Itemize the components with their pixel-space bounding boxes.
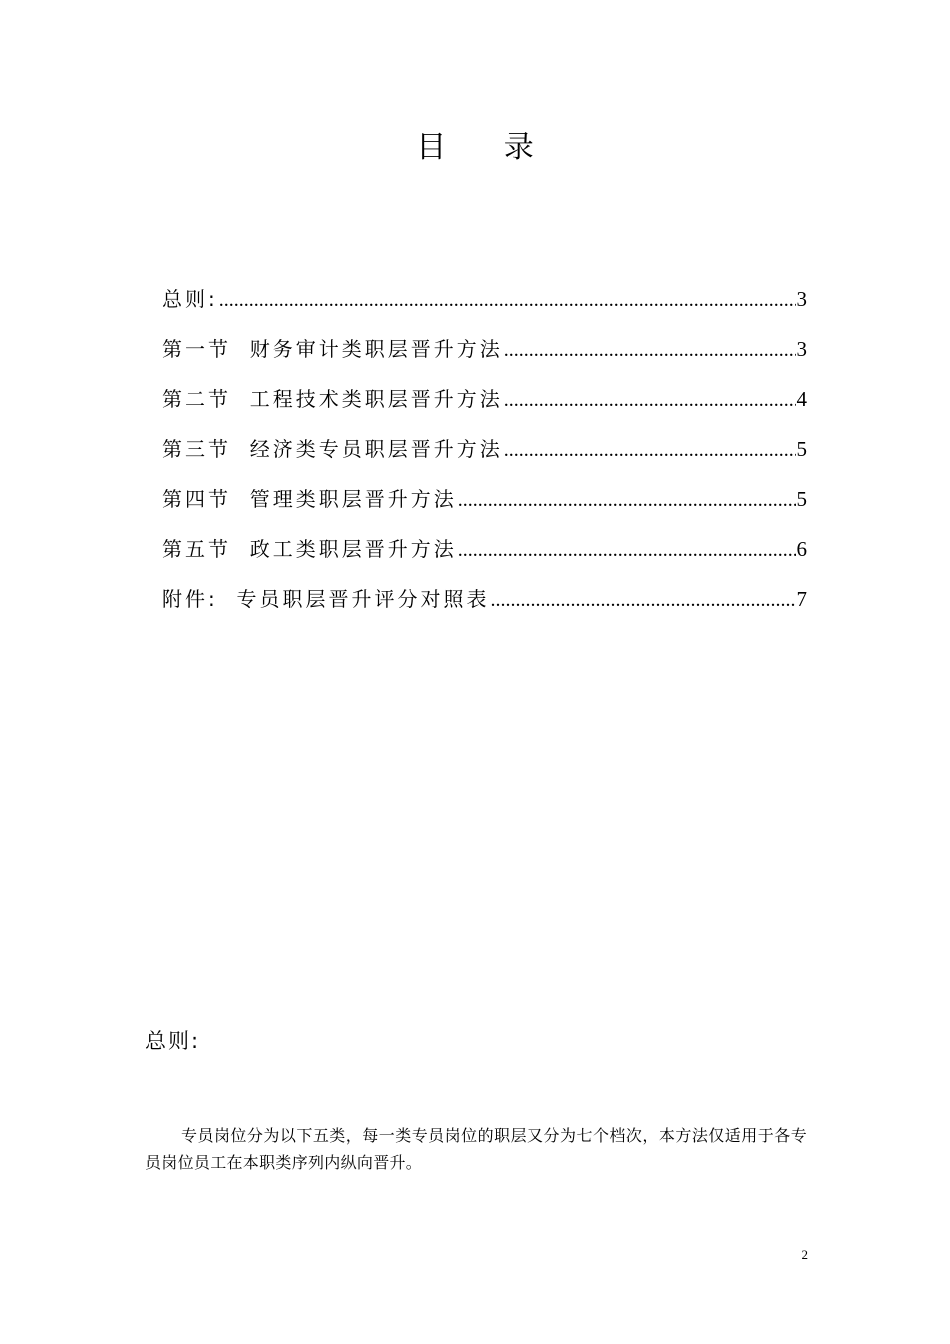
toc-leader-dots — [504, 384, 796, 416]
toc-leader-dots — [504, 434, 796, 466]
toc-entry[interactable] — [162, 283, 807, 333]
toc-entry-page: 3 — [796, 337, 807, 361]
table-of-contents — [162, 283, 807, 633]
toc-leader-dots — [504, 334, 796, 366]
toc-entry-label: 第一节 财务审计类职层晋升方法 — [162, 337, 503, 361]
toc-entry-page: 4 — [796, 387, 807, 411]
toc-leader-dots — [458, 484, 796, 516]
toc-entry-page: 6 — [796, 537, 807, 561]
toc-entry[interactable] — [162, 483, 807, 533]
toc-entry-label: 第二节 工程技术类职层晋升方法 — [162, 387, 503, 411]
toc-entry-page: 3 — [796, 287, 807, 311]
toc-leader-dots — [490, 584, 795, 616]
section-heading: 总则: — [145, 1029, 201, 1053]
toc-entry-label: 附件: 专员职层晋升评分对照表 — [162, 587, 490, 611]
toc-entry[interactable] — [162, 533, 807, 583]
toc-entry-label: 第五节 政工类职层晋升方法 — [162, 537, 457, 561]
toc-entry-page: 7 — [796, 587, 807, 611]
page-number: 2 — [801, 1247, 808, 1262]
section-body-paragraph: 专员岗位分为以下五类，每一类专员岗位的职层又分为七个档次，本方法仅适用于各专员岗位员工在本职类序列内纵向晋升。 — [145, 1126, 807, 1172]
toc-entry-label: 第四节 管理类职层晋升方法 — [162, 487, 457, 511]
toc-leader-dots — [219, 284, 796, 316]
toc-entry[interactable] — [162, 383, 807, 433]
toc-entry[interactable] — [162, 433, 807, 483]
toc-leader-dots — [458, 534, 796, 566]
toc-entry-label: 第三节 经济类专员职层晋升方法 — [162, 437, 503, 461]
toc-entry[interactable] — [162, 333, 807, 383]
toc-entry-page: 5 — [796, 487, 807, 511]
toc-entry-label: 总则: — [162, 287, 218, 311]
toc-entry-page: 5 — [796, 437, 807, 461]
toc-title: 目 录 — [416, 130, 558, 165]
toc-entry[interactable] — [162, 583, 807, 633]
